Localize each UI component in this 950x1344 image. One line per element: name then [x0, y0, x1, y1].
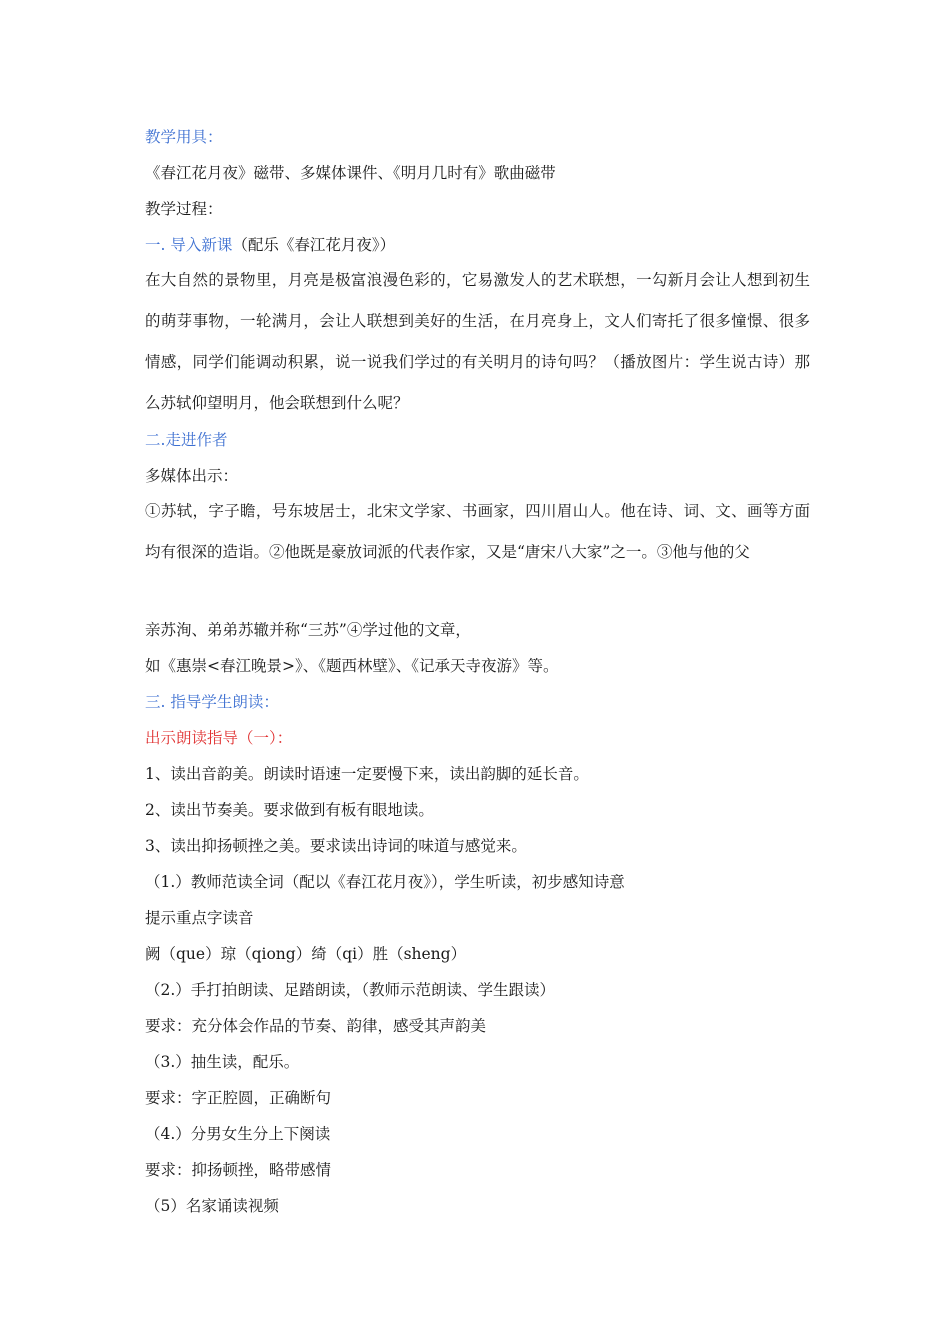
guide-item: 2、读出节奏美。要求做到有板有眼地读。 — [145, 801, 434, 819]
section-1-heading — [145, 235, 395, 255]
step-line: 要求：抑扬顿挫，略带感情 — [145, 1161, 332, 1179]
step-line: （2.）手打拍朗读、足踏朗读，（教师示范朗读、学生跟读） — [145, 981, 556, 999]
guide-heading: 出示朗读指导（一）： — [145, 729, 293, 747]
tools-heading: 教学用具： — [145, 128, 223, 146]
section-2-heading — [145, 430, 227, 450]
section-2-subheading: 多媒体出示： — [145, 467, 239, 485]
process-heading: 教学过程： — [145, 200, 223, 218]
step-line: 提示重点字读音 — [145, 909, 254, 927]
section-3-number: 三. — [145, 693, 166, 711]
step-line: （1.）教师范读全词（配以《春江花月夜》），学生听读，初步感知诗意 — [145, 873, 625, 891]
step-line: （5）名家诵读视频 — [145, 1197, 279, 1215]
section-2-line-2: 亲苏洵、弟弟苏辙并称“三苏”④学过他的文章， — [145, 621, 471, 639]
section-2-number: 二. — [145, 431, 166, 449]
section-3-title: 指导学生朗读： — [170, 693, 279, 711]
section-1-number: 一. — [145, 236, 166, 254]
step-line: 要求：充分体会作品的节奏、韵律，感受其声韵美 — [145, 1017, 487, 1035]
guide-item: 1、读出音韵美。朗读时语速一定要慢下来，读出韵脚的延长音。 — [145, 765, 589, 783]
section-2-line-3: 如《惠崇<春江晚景>》、《题西林壁》、《记承天寺夜游》等。 — [145, 657, 559, 675]
step-line: （4.）分男女生分上下阕读 — [145, 1125, 331, 1143]
section-3-heading — [145, 692, 279, 712]
step-line: 要求：字正腔圆，正确断句 — [145, 1089, 332, 1107]
section-1-paragraph: 在大自然的景物里，月亮是极富浪漫色彩的，它易激发人的艺术联想，一勾新月会让人想到初生的萌芽事物，一轮满月，会让人联想到美好的生活，在月亮身上，文人们寄托了很多憧憬、很多情感，同学们能调动积累，说一说我们学过的有关明月的诗句吗？（播放图片：学生说古诗）那么苏轼仰望明月，他会联想到什么呢？ — [145, 271, 810, 412]
section-2-paragraph: ①苏轼，字子瞻，号东坡居士，北宋文学家、书画家，四川眉山人。他在诗、词、文、画等方面均有很深的造诣。②他既是豪放词派的代表作家，又是“唐宋八大家”之一。③他与他的父 — [145, 502, 810, 561]
guide-item: 3、读出抑扬顿挫之美。要求读出诗词的味道与感觉来。 — [145, 837, 527, 855]
step-line: （3.）抽生读，配乐。 — [145, 1053, 300, 1071]
section-2-title: 走进作者 — [165, 431, 228, 449]
section-1-title: 导入新课 — [170, 236, 233, 254]
step-line: 阙（que）琼（qiong）绮（qi）胜（sheng） — [145, 945, 467, 963]
section-1-tail: （配乐《春江花月夜》） — [232, 236, 396, 254]
tools-line: 《春江花月夜》磁带、多媒体课件、《明月几时有》歌曲磁带 — [145, 164, 556, 182]
